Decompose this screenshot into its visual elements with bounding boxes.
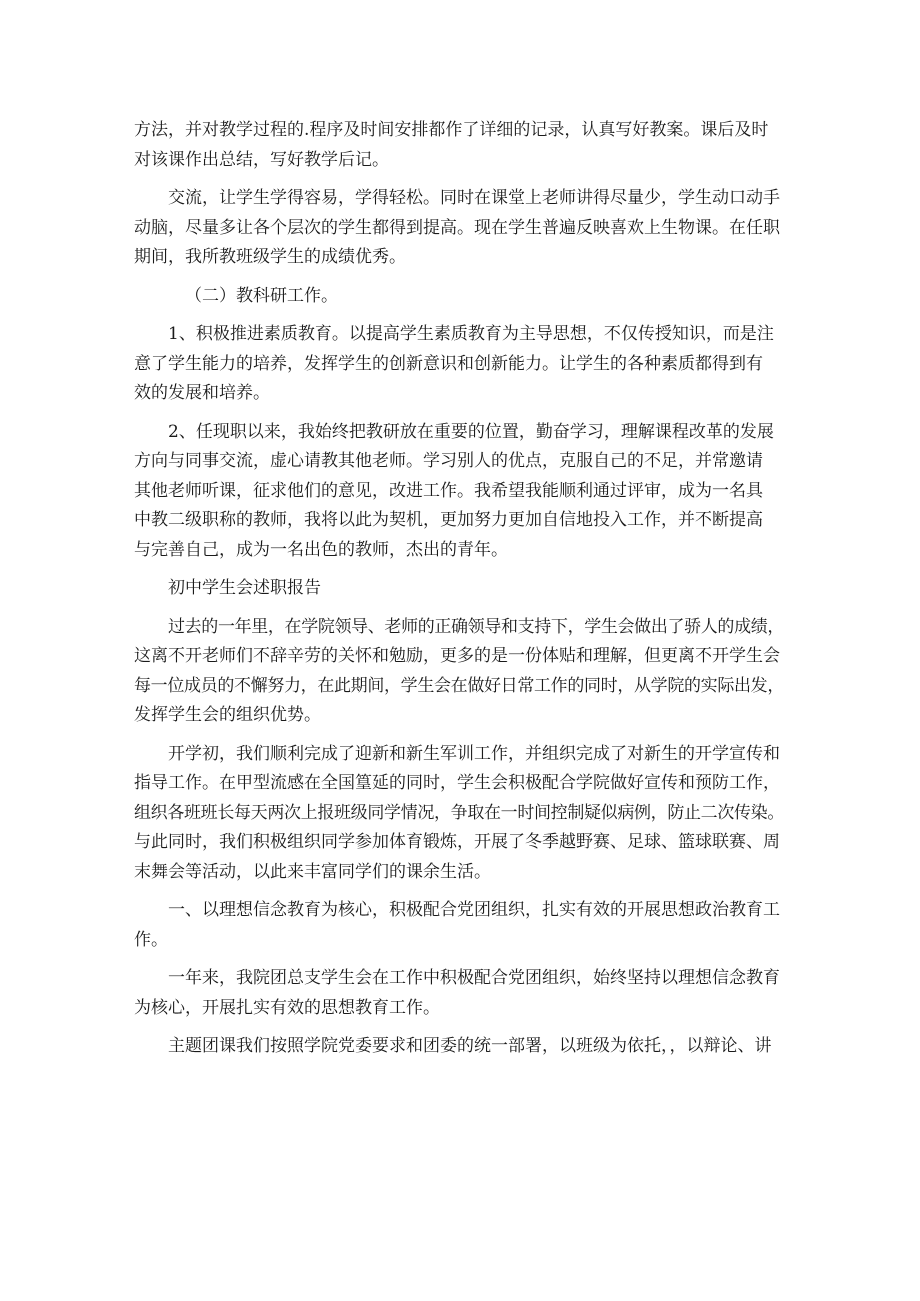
paragraph (134, 1032, 784, 1062)
text-line: 1、积极推进素质教育。以提高学生素质教育为主导思想，不仅传授知识，而是注 (168, 324, 774, 344)
text-line: 开学初，我们顺利完成了迎新和新生军训工作，并组织完成了对新生的开学宣传和 (168, 743, 780, 764)
text-line: （二）教科研工作。 (185, 285, 338, 306)
text-line: 意了学生能力的培养，发挥学生的创新意识和创新能力。让学生的各种素质都得到有 (134, 353, 763, 374)
text-line: 这离不开老师们不辞辛劳的关怀和勉励，更多的是一份体贴和理解，但更离不开学生会 (134, 646, 780, 666)
paragraph (134, 964, 784, 1023)
text-line: 一、以理想信念教育为核心，积极配合党团组织，扎实有效的开展思想政治教育工 (168, 900, 780, 920)
paragraph (134, 320, 784, 409)
paragraph (134, 184, 784, 273)
text-line: 与完善自己，成为一名出色的教师，杰出的青年。 (134, 539, 508, 560)
paragraph (134, 418, 784, 566)
document-body (134, 116, 784, 1071)
text-line: 作。 (134, 929, 168, 950)
text-line: 组织各班班长每天两次上报班级同学情况，争取在一时间控制疑似病例，防止二次传染。 (134, 802, 785, 823)
text-line: 为核心，开展扎实有效的思想教育工作。 (134, 997, 440, 1018)
paragraph (134, 896, 784, 955)
text-line: 期间，我所教班级学生的成绩优秀。 (134, 247, 406, 267)
text-line: 主题团课我们按照学院党委要求和团委的统一部署，以班级为依托，，以辩论、讲 (168, 1036, 772, 1056)
paragraph (134, 613, 784, 731)
text-line: 中教二级职称的教师，我将以此为契机，更加努力更加自信地投入工作，并不断提高 (134, 510, 763, 530)
text-line: 过去的一年里，在学院领导、老师的正确领导和支持下，学生会做出了骄人的成绩， (168, 616, 785, 637)
paragraph (134, 574, 784, 604)
text-line: 末舞会等活动，以此来丰富同学们的课余生活。 (134, 861, 491, 882)
text-line: 每一位成员的不懈努力，在此期间，学生会在做好日常工作的同时，从学院的实际出发， (134, 675, 785, 696)
paragraph (134, 282, 784, 312)
text-line: 一年来，我院团总支学生会在工作中积极配合党团组织，始终坚持以理想信念教育 (168, 968, 780, 988)
text-line: 方法，并对教学过程的.程序及时间安排都作了详细的记录，认真写好教案。课后及时 (134, 120, 769, 140)
text-line: 其他老师听课，征求他们的意见，改进工作。我希望我能顺利通过评审，成为一名具 (134, 480, 763, 501)
text-line: 对该课作出总结，写好教学后记。 (134, 149, 389, 170)
paragraph (134, 116, 784, 175)
text-line: 交流，让学生学得容易，学得轻松。同时在课堂上老师讲得尽量少，学生动口动手 (168, 188, 780, 208)
text-line: 发挥学生会的组织优势。 (134, 705, 321, 725)
text-line: 指导工作。在甲型流感在全国篁延的同时，学生会积极配合学院做好宣传和预防工作， (134, 773, 780, 793)
text-line: 效的发展和培养。 (134, 383, 270, 403)
text-line: 动脑，尽量多让各个层次的学生都得到提高。现在学生普遍反映喜欢上生物课。在任职 (134, 217, 780, 238)
text-line: 与此同时，我们积极组织同学参加体育锻炼，开展了冬季越野赛、足球、篮球联赛、周 (134, 832, 780, 852)
paragraph (134, 740, 784, 888)
text-line: 方向与同事交流，虚心请教其他老师。学习别人的优点，克服自己的不足，并常邀请 (134, 451, 763, 471)
text-line: 2、任现职以来，我始终把教研放在重要的位置，勤奋学习，理解课程改革的发展 (168, 421, 774, 442)
text-line: 初中学生会述职报告 (168, 578, 321, 598)
